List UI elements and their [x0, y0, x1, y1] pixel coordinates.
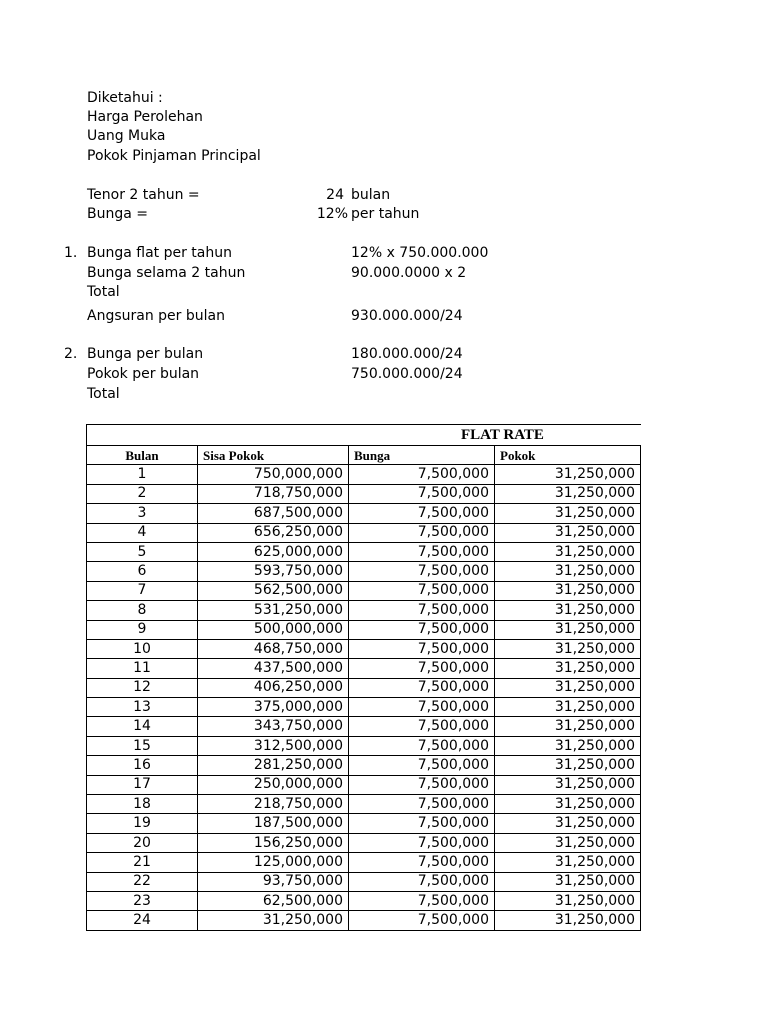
table-row	[87, 639, 641, 658]
table-header-row	[87, 446, 641, 465]
bunga-cell: 7,500,000	[349, 698, 495, 717]
given-line-uang-muka: Uang Muka	[87, 128, 166, 144]
sisa-pokok-cell: 31,250,000	[198, 911, 349, 930]
pokok-cell: 31,250,000	[495, 698, 641, 717]
sisa-pokok-cell: 531,250,000	[198, 601, 349, 620]
pokok-cell: 31,250,000	[495, 891, 641, 910]
method2-total-label: Total	[87, 386, 120, 402]
bulan-cell: 4	[87, 523, 198, 542]
bunga-cell: 7,500,000	[349, 814, 495, 833]
table-row	[87, 736, 641, 755]
interest-value: 12%	[316, 206, 348, 222]
installment-label: Angsuran per bulan	[87, 308, 225, 324]
sisa-pokok-cell: 156,250,000	[198, 833, 349, 852]
table-row	[87, 833, 641, 852]
pokok-cell: 31,250,000	[495, 601, 641, 620]
table-row	[87, 659, 641, 678]
pokok-cell: 31,250,000	[495, 756, 641, 775]
bunga-cell: 7,500,000	[349, 562, 495, 581]
header-sisa-pokok: Sisa Pokok	[198, 446, 349, 465]
header-bulan: Bulan	[87, 446, 198, 465]
pokok-cell: 31,250,000	[495, 795, 641, 814]
method2-formula-bunga-per-bulan: 180.000.000/24	[351, 346, 463, 362]
table-title: FLAT RATE	[87, 425, 641, 446]
pokok-cell: 31,250,000	[495, 833, 641, 852]
table-title-row	[87, 425, 641, 446]
bunga-cell: 7,500,000	[349, 717, 495, 736]
sisa-pokok-cell: 281,250,000	[198, 756, 349, 775]
table-row	[87, 756, 641, 775]
bunga-cell: 7,500,000	[349, 678, 495, 697]
pokok-cell: 31,250,000	[495, 814, 641, 833]
header-bunga: Bunga	[349, 446, 495, 465]
bunga-cell: 7,500,000	[349, 659, 495, 678]
bulan-cell: 8	[87, 601, 198, 620]
pokok-cell: 31,250,000	[495, 523, 641, 542]
bunga-cell: 7,500,000	[349, 872, 495, 891]
table-row	[87, 523, 641, 542]
pokok-cell: 31,250,000	[495, 853, 641, 872]
sisa-pokok-cell: 750,000,000	[198, 465, 349, 484]
pokok-cell: 31,250,000	[495, 717, 641, 736]
sisa-pokok-cell: 250,000,000	[198, 775, 349, 794]
sisa-pokok-cell: 468,750,000	[198, 639, 349, 658]
bulan-cell: 18	[87, 795, 198, 814]
bunga-cell: 7,500,000	[349, 911, 495, 930]
table-row	[87, 581, 641, 600]
sisa-pokok-cell: 656,250,000	[198, 523, 349, 542]
bulan-cell: 6	[87, 562, 198, 581]
sisa-pokok-cell: 406,250,000	[198, 678, 349, 697]
pokok-cell: 31,250,000	[495, 775, 641, 794]
bunga-cell: 7,500,000	[349, 639, 495, 658]
pokok-cell: 31,250,000	[495, 659, 641, 678]
table-row	[87, 795, 641, 814]
pokok-cell: 31,250,000	[495, 504, 641, 523]
table-row	[87, 562, 641, 581]
bulan-cell: 14	[87, 717, 198, 736]
sisa-pokok-cell: 343,750,000	[198, 717, 349, 736]
bulan-cell: 16	[87, 756, 198, 775]
bunga-cell: 7,500,000	[349, 736, 495, 755]
given-line-harga-perolehan: Harga Perolehan	[87, 109, 203, 125]
pokok-cell: 31,250,000	[495, 620, 641, 639]
bunga-cell: 7,500,000	[349, 581, 495, 600]
bunga-cell: 7,500,000	[349, 775, 495, 794]
bulan-cell: 11	[87, 659, 198, 678]
bulan-cell: 22	[87, 872, 198, 891]
sisa-pokok-cell: 312,500,000	[198, 736, 349, 755]
bulan-cell: 23	[87, 891, 198, 910]
table-row	[87, 814, 641, 833]
pokok-cell: 31,250,000	[495, 562, 641, 581]
tenor-label: Tenor 2 tahun =	[87, 187, 200, 203]
bunga-cell: 7,500,000	[349, 853, 495, 872]
table-row	[87, 601, 641, 620]
pokok-cell: 31,250,000	[495, 736, 641, 755]
bulan-cell: 21	[87, 853, 198, 872]
pokok-cell: 31,250,000	[495, 465, 641, 484]
method1-total-label: Total	[87, 284, 120, 300]
table-row	[87, 504, 641, 523]
table-row	[87, 484, 641, 503]
bulan-cell: 12	[87, 678, 198, 697]
table-row	[87, 853, 641, 872]
bunga-cell: 7,500,000	[349, 891, 495, 910]
bulan-cell: 5	[87, 542, 198, 561]
bulan-cell: 15	[87, 736, 198, 755]
method2-number: 2.	[64, 346, 78, 362]
installment-formula: 930.000.000/24	[351, 308, 463, 324]
sisa-pokok-cell: 562,500,000	[198, 581, 349, 600]
given-line-pokok-pinjaman: Pokok Pinjaman Principal	[87, 148, 261, 164]
method1-number: 1.	[64, 245, 78, 261]
method1-label-bunga-2-tahun: Bunga selama 2 tahun	[87, 265, 246, 281]
sisa-pokok-cell: 187,500,000	[198, 814, 349, 833]
table-row	[87, 698, 641, 717]
interest-unit: per tahun	[351, 206, 420, 222]
bulan-cell: 1	[87, 465, 198, 484]
table-row	[87, 891, 641, 910]
bunga-cell: 7,500,000	[349, 542, 495, 561]
method2-label-pokok-per-bulan: Pokok per bulan	[87, 366, 200, 382]
table-row	[87, 911, 641, 930]
sisa-pokok-cell: 500,000,000	[198, 620, 349, 639]
table-row	[87, 717, 641, 736]
pokok-cell: 31,250,000	[495, 872, 641, 891]
tenor-unit: bulan	[351, 187, 391, 203]
method1-label-bunga-flat: Bunga flat per tahun	[87, 245, 232, 261]
sisa-pokok-cell: 718,750,000	[198, 484, 349, 503]
sisa-pokok-cell: 687,500,000	[198, 504, 349, 523]
bulan-cell: 2	[87, 484, 198, 503]
bunga-cell: 7,500,000	[349, 756, 495, 775]
sisa-pokok-cell: 218,750,000	[198, 795, 349, 814]
bulan-cell: 7	[87, 581, 198, 600]
method1-formula-bunga-2-tahun: 90.000.0000 x 2	[351, 265, 467, 281]
sisa-pokok-cell: 125,000,000	[198, 853, 349, 872]
method2-formula-pokok-per-bulan: 750.000.000/24	[351, 366, 463, 382]
bulan-cell: 17	[87, 775, 198, 794]
method2-label-bunga-per-bulan: Bunga per bulan	[87, 346, 204, 362]
header-pokok: Pokok	[495, 446, 641, 465]
method1-formula-bunga-flat: 12% x 750.000.000	[351, 245, 489, 261]
table-row	[87, 542, 641, 561]
bulan-cell: 20	[87, 833, 198, 852]
bulan-cell: 3	[87, 504, 198, 523]
bunga-cell: 7,500,000	[349, 620, 495, 639]
given-heading: Diketahui :	[87, 90, 163, 106]
bulan-cell: 9	[87, 620, 198, 639]
sisa-pokok-cell: 375,000,000	[198, 698, 349, 717]
bunga-cell: 7,500,000	[349, 465, 495, 484]
sisa-pokok-cell: 437,500,000	[198, 659, 349, 678]
bulan-cell: 24	[87, 911, 198, 930]
table-body	[87, 465, 641, 930]
pokok-cell: 31,250,000	[495, 542, 641, 561]
sisa-pokok-cell: 93,750,000	[198, 872, 349, 891]
table-row	[87, 872, 641, 891]
pokok-cell: 31,250,000	[495, 484, 641, 503]
bunga-cell: 7,500,000	[349, 484, 495, 503]
sisa-pokok-cell: 62,500,000	[198, 891, 349, 910]
pokok-cell: 31,250,000	[495, 639, 641, 658]
bulan-cell: 13	[87, 698, 198, 717]
pokok-cell: 31,250,000	[495, 581, 641, 600]
bunga-cell: 7,500,000	[349, 833, 495, 852]
pokok-cell: 31,250,000	[495, 911, 641, 930]
table-row	[87, 775, 641, 794]
sisa-pokok-cell: 593,750,000	[198, 562, 349, 581]
bulan-cell: 10	[87, 639, 198, 658]
table-row	[87, 678, 641, 697]
bunga-cell: 7,500,000	[349, 795, 495, 814]
interest-label: Bunga =	[87, 206, 148, 222]
table-row	[87, 465, 641, 484]
flat-rate-table	[86, 424, 641, 931]
bunga-cell: 7,500,000	[349, 601, 495, 620]
bunga-cell: 7,500,000	[349, 504, 495, 523]
sisa-pokok-cell: 625,000,000	[198, 542, 349, 561]
bulan-cell: 19	[87, 814, 198, 833]
tenor-value: 24	[326, 187, 344, 203]
pokok-cell: 31,250,000	[495, 678, 641, 697]
bunga-cell: 7,500,000	[349, 523, 495, 542]
table-row	[87, 620, 641, 639]
